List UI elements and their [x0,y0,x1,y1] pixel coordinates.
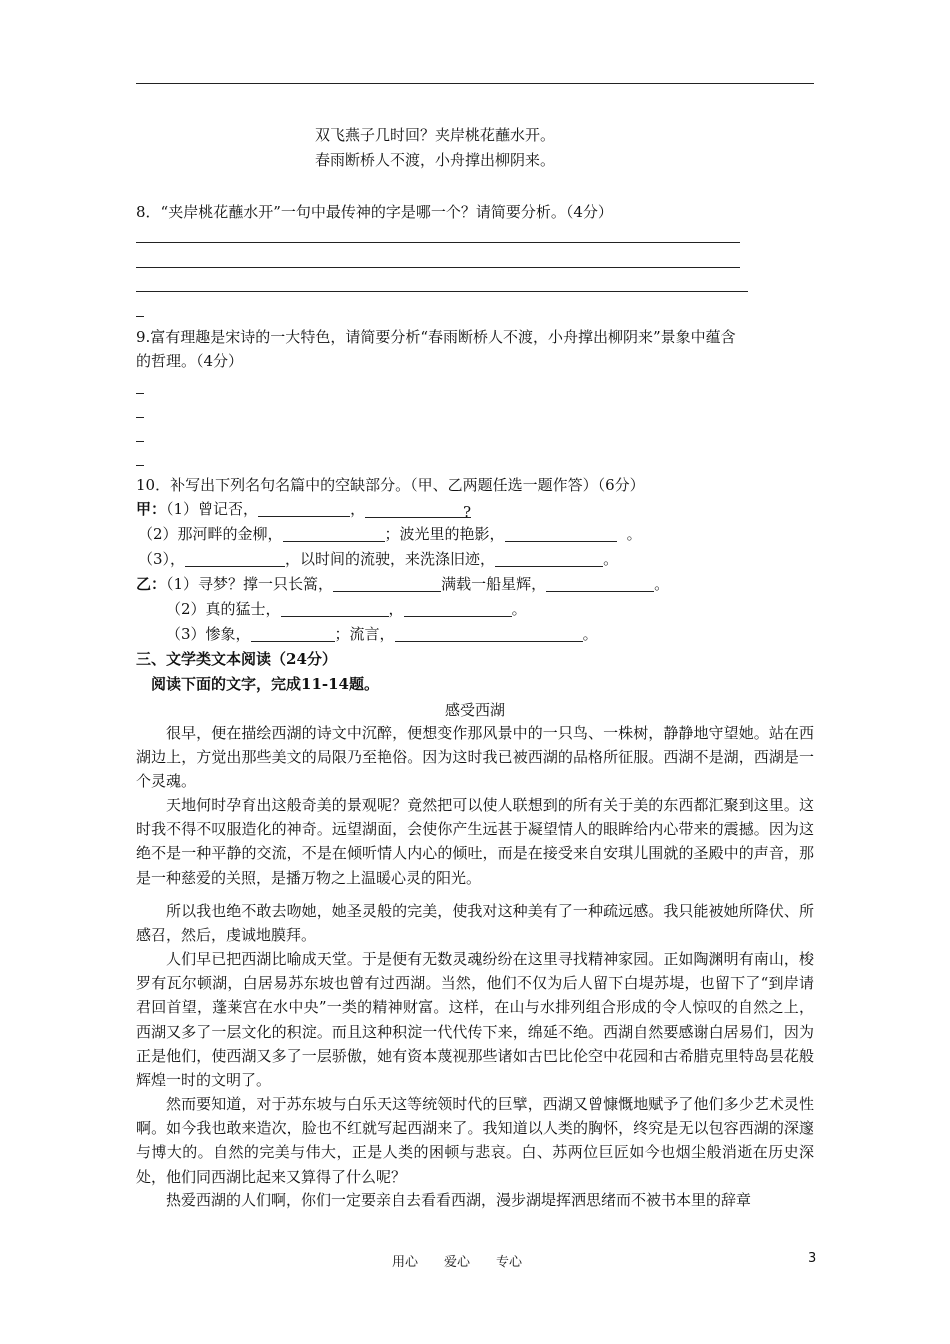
yi-2-prefix: （2）真的猛士， [166,600,281,618]
article-paragraph-1: 很早，便在描绘西湖的诗文中沉醉，便想变作那风景中的一只鸟、一株树，静静地守望她。站在西湖边上，方觉出那些美文的局限乃至艳俗。因为这时我已被西湖的品格所征服。西湖不是湖，西湖是一个灵魂。 [136,724,814,791]
article-paragraph-2: 天地何时孕育出这般奇美的景观呢？竟然把可以使人联想到的所有关于美的东西都汇聚到这里。这时我不得不叹服造化的神奇。远望湖面，会使你产生远甚于凝望情人的眼眸给内心带来的震撼。因为这绝不是一种平静的交流，不是在倾听情人内心的倾吐，而是在接受来自安琪儿围就的圣殿中的声音，那是一种慈爱的关照，是播万物之上温暖心灵的阳光。 [136,796,814,887]
answer-dash [136,441,144,442]
jia-3-end: 。 [603,550,619,568]
jia-2-prefix: （2）那河畔的金柳， [138,525,283,543]
fill-blank[interactable] [333,575,441,592]
yi-1-end: 。 [654,575,670,593]
yi-3-prefix: （3）惨象， [166,625,251,643]
answer-dash [136,417,144,418]
answer-line[interactable] [136,267,740,268]
jia-1-prefix: （1）曾记否， [166,500,259,518]
answer-dash [136,316,144,317]
page-number: 3 [808,1251,817,1266]
fill-blank[interactable] [395,625,583,642]
question-9-line-2: 的哲理。（4分） [136,352,244,370]
fill-blank[interactable] [185,550,285,567]
yi-3-middle: ；流言， [334,625,395,643]
question-8: 8．“夹岸桃花蘸水开”一句中最传神的字是哪一个？请简要分析。（4分） [136,203,613,221]
jia-line-2 [138,523,642,545]
footer-motto: 用心 爱心 专心 [392,1255,523,1270]
answer-dash [136,465,144,466]
yi-line-2 [166,598,527,620]
question-9-line-1: 9.富有理趣是宋诗的一大特色，请简要分析“春雨断桥人不渡，小舟撑出柳阴来”景象中蕴含 [136,328,736,346]
jia-line-3 [138,548,618,570]
article-paragraph-3: 所以我也绝不敢去吻她，她圣灵般的完美，使我对这种美有了一种疏远感。我只能被她所降伏、所感召，然后，虔诚地膜拜。 [136,902,814,945]
fill-blank[interactable] [495,550,603,567]
jia-1-question-mark: ? [463,503,472,521]
fill-blank[interactable] [258,500,350,517]
question-10-title: 10．补写出下列名句名篇中的空缺部分。（甲、乙两题任选一题作答）（6分） [136,476,645,494]
article-paragraph-6: 热爱西湖的人们啊，你们一定要亲自去看看西湖，漫步湖堤挥洒思绪而不被书本里的辞章 [166,1191,752,1209]
fill-blank[interactable] [404,600,512,617]
yi-line-3 [166,623,598,645]
yi-line-1 [136,573,669,595]
jia-2-end: 。 [626,525,642,543]
section-3-instruction: 阅读下面的文字，完成11-14题。 [151,675,379,693]
answer-dash [136,393,144,394]
article-paragraph-4: 人们早已把西湖比喻成天堂。于是便有无数灵魂纷纷在这里寻找精神家园。正如陶渊明有南山，梭罗有瓦尔顿湖，白居易苏东坡也曾有过西湖。当然，他们不仅为后人留下白堤苏堤，也留下了“到岸请君回首望，蓬莱宫在水中央”一类的精神财富。这样，在山与水排列组合形成的令人惊叹的自然之上，西湖又多了一层文化的积淀。而且这种积淀一代代传下来，绵延不绝。西湖自然要感谢白居易们，因为正是他们，使西湖又多了一层骄傲，她有资本蔑视那些诸如古巴比伦空中花园和古希腊克里特岛昙花般辉煌一时的文明了。 [136,950,814,1090]
poem-line-2: 春雨断桥人不渡，小舟撑出柳阴来。 [315,151,556,169]
yi-1-middle: 满载一船星辉， [441,575,547,593]
answer-line[interactable] [136,242,740,243]
jia-1-comma: ， [350,500,366,518]
jia-3-middle: ，以时间的流驶，来洗涤旧迹， [285,550,496,568]
yi-3-end: 。 [582,625,598,643]
jia-3-prefix: （3）， [138,550,186,568]
fill-blank[interactable] [365,501,472,521]
jia-2-middle: ；波光里的艳影， [384,525,505,543]
poem-line-1: 双飞燕子几时回？夹岸桃花蘸水开。 [315,126,556,144]
article-paragraph-5: 然而要知道，对于苏东坡与白乐天这等统领时代的巨擘，西湖又曾慷慨地赋予了他们多少艺术灵性啊。如今我也敢来造次，脸也不红就写起西湖来了。我知道以人类的胸怀，终究是无以包容西湖的深邃与博大的。自然的完美与伟大，正是人类的困顿与悲哀。白、苏两位巨匠如今也烟尘般消逝在历史深处，他们同西湖比起来又算得了什么呢？ [136,1095,814,1186]
yi-2-middle: ， [388,600,404,618]
fill-blank[interactable] [251,625,335,642]
jia-label: 甲： [136,500,167,518]
yi-label: 乙： [136,575,167,593]
fill-blank[interactable] [283,525,385,542]
yi-1-prefix: （1）寻梦？撑一只长篙， [166,575,334,593]
fill-blank[interactable] [281,600,389,617]
yi-2-end: 。 [511,600,527,618]
header-rule [136,83,814,84]
fill-blank[interactable] [505,525,617,542]
article-title: 感受西湖 [444,701,505,719]
fill-blank[interactable] [546,575,654,592]
jia-line-1 [136,498,471,520]
section-3-heading: 三、文学类文本阅读（24分） [136,650,337,668]
answer-line[interactable] [136,291,748,292]
